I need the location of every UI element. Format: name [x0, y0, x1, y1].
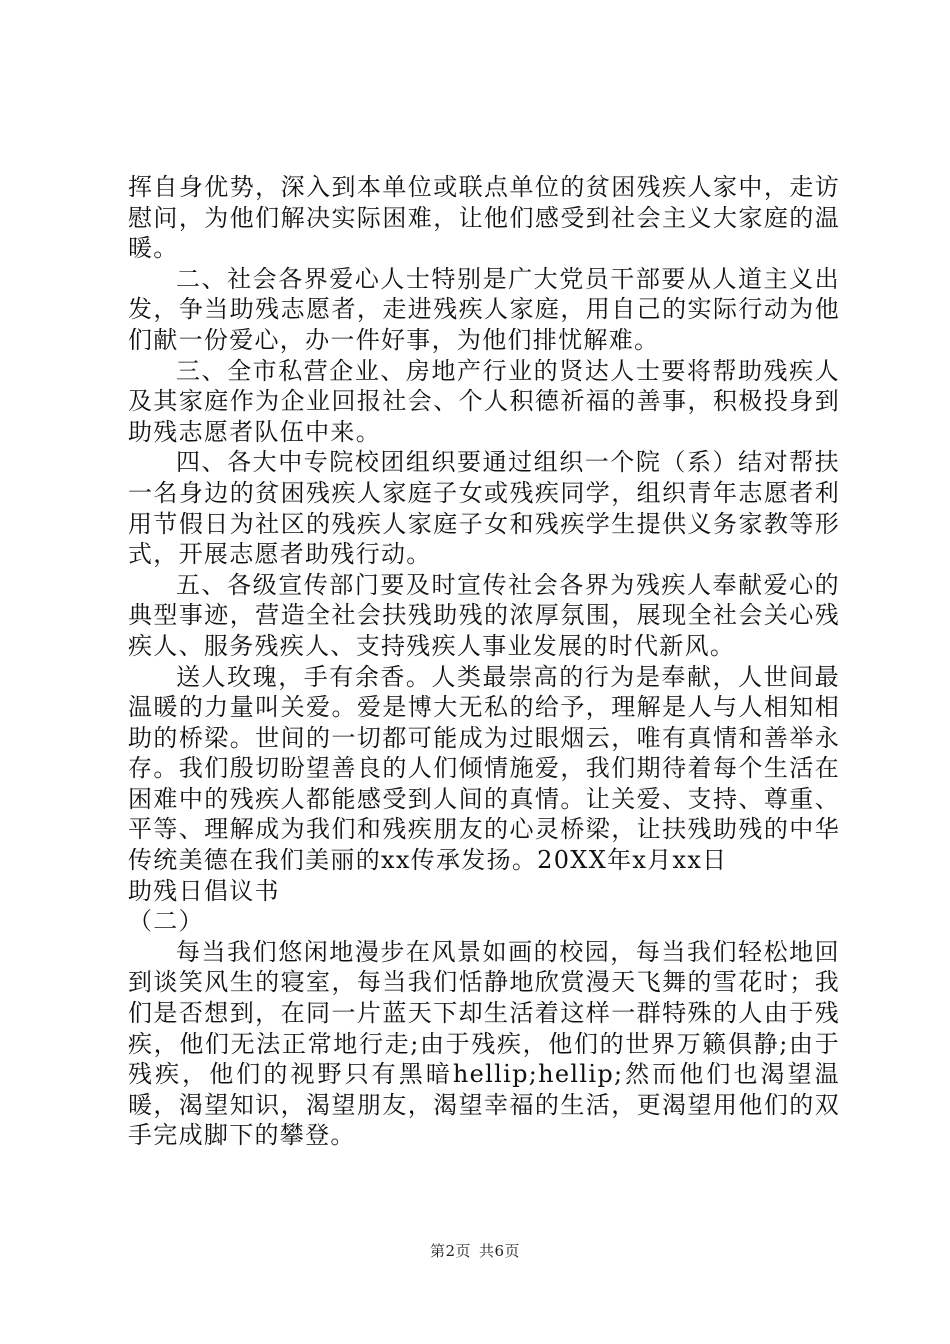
page-number-label: 第2页: [429, 1242, 471, 1260]
paragraph-item-three: 三、全市私营企业、房地产行业的贤达人士要将帮助残疾人及其家庭作为企业回报社会、个人积德祈福的善事，积极投身到助残志愿者队伍中来。: [128, 356, 840, 446]
paragraph-item-two: 二、社会各界爱心人士特别是广大党员干部要从人道主义出发，争当助残志愿者，走进残疾人家庭，用自己的实际行动为他们献一份爱心，办一件好事，为他们排忧解难。: [128, 264, 840, 354]
section-title: 助残日倡议书: [128, 876, 280, 905]
paragraph-item-five: 五、各级宣传部门要及时宣传社会各界为残疾人奉献爱心的典型事迹，营造全社会扶残助残的浓厚氛围，展现全社会关心残疾人、服务残疾人、支持残疾人事业发展的时代新风。: [128, 570, 840, 660]
page-total-label: 共6页: [479, 1242, 521, 1260]
paragraph-intro-continuation: 挥自身优势，深入到本单位或联点单位的贫困残疾人家中，走访慰问，为他们解决实际困难，让他们感受到社会主义大家庭的温暖。: [128, 173, 840, 263]
paragraph-item-four: 四、各大中专院校团组织要通过组织一个院（系）结对帮扶一名身边的贫困残疾人家庭子女或残疾同学，组织青年志愿者利用节假日为社区的残疾人家庭子女和残疾学生提供义务家教等形式，开展志愿者助残行动。: [128, 448, 840, 569]
paragraph-section-two-opening: 每当我们悠闲地漫步在风景如画的校园，每当我们轻松地回到谈笑风生的寝室，每当我们恬静地欣赏漫天飞舞的雪花时；我们是否想到，在同一片蓝天下却生活着这样一群特殊的人由于残疾，他们无法正常地行走;由于残疾，他们的世界万籁俱静;由于残疾，他们的视野只有黑暗hellip;hellip;然而他们也渴望温暖，渴望知识，渴望朋友，渴望幸福的生活，更渴望用他们的双手完成脚下的攀登。: [128, 937, 840, 1150]
document-body: [128, 172, 840, 1151]
paragraph-closing-appeal: 送人玫瑰，手有余香。人类最崇高的行为是奉献，人世间最温暖的力量叫关爱。爱是博大无私的给予，理解是人与人相知相助的桥梁。世间的一切都可能成为过眼烟云，唯有真情和善举永存。我们殷切盼望善良的人们倾情施爱，我们期待着每个生活在困难中的残疾人都能感受到人间的真情。让关爱、支持、尊重、平等、理解成为我们和残疾朋友的心灵桥梁，让扶残助残的中华传统美德在我们美丽的xx传承发扬。20XX年x月xx日: [128, 662, 840, 875]
page-footer: [0, 1240, 950, 1261]
section-number: （二）: [128, 907, 204, 936]
